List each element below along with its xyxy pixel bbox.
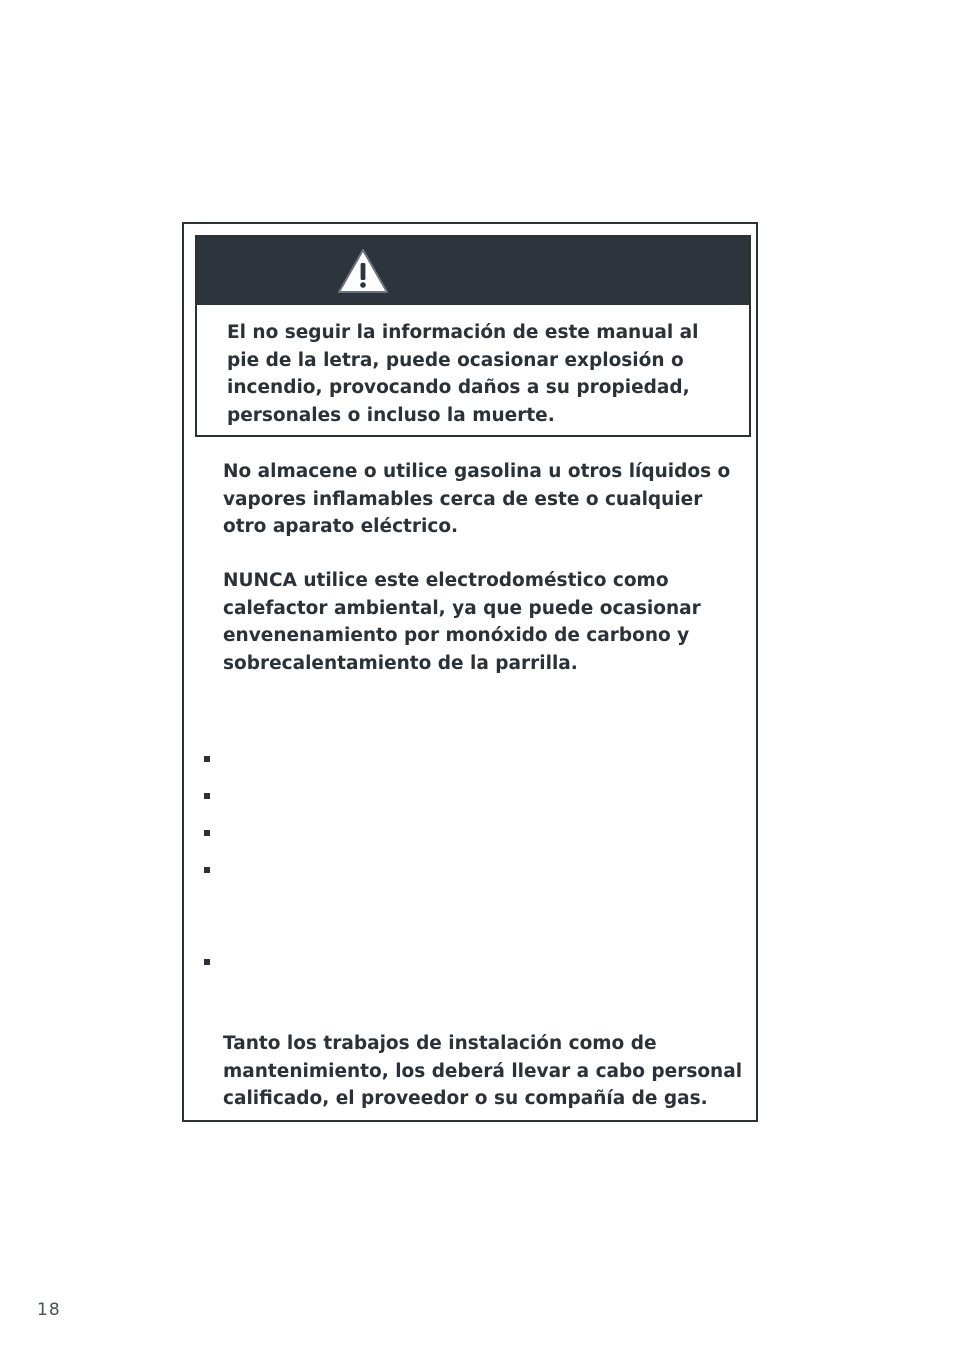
warning-box <box>195 235 751 437</box>
warning-text: El no seguir la información de este manual al pie de la letra, puede ocasionar explosión o incendio, provocando daños a su propiedad, personales o incluso la muerte. <box>227 322 699 426</box>
warning-header <box>197 237 749 305</box>
heater-warning-paragraph: NUNCA utilice este electrodoméstico como calefactor ambiental, ya que puede ocasionar envenenamiento por monóxido de carbono y sobrecalentamiento de la parrilla. <box>223 570 701 674</box>
installation-paragraph: Tanto los trabajos de instalación como de mantenimiento, los deberá llevar a cabo personal calificado, el proveedor o su compañía de gas. <box>223 1033 743 1109</box>
safety-frame <box>182 222 758 1122</box>
list-bullet <box>204 793 210 799</box>
warning-triangle-icon <box>337 247 389 295</box>
list-bullet <box>204 959 210 965</box>
list-bullet <box>204 867 210 873</box>
gasoline-warning-paragraph: No almacene o utilice gasolina u otros líquidos o vapores inflamables cerca de este o cualquier otro aparato eléctrico. <box>223 461 731 537</box>
list-bullet <box>204 756 210 762</box>
page-number: 18 <box>37 1300 61 1320</box>
list-bullet <box>204 830 210 836</box>
